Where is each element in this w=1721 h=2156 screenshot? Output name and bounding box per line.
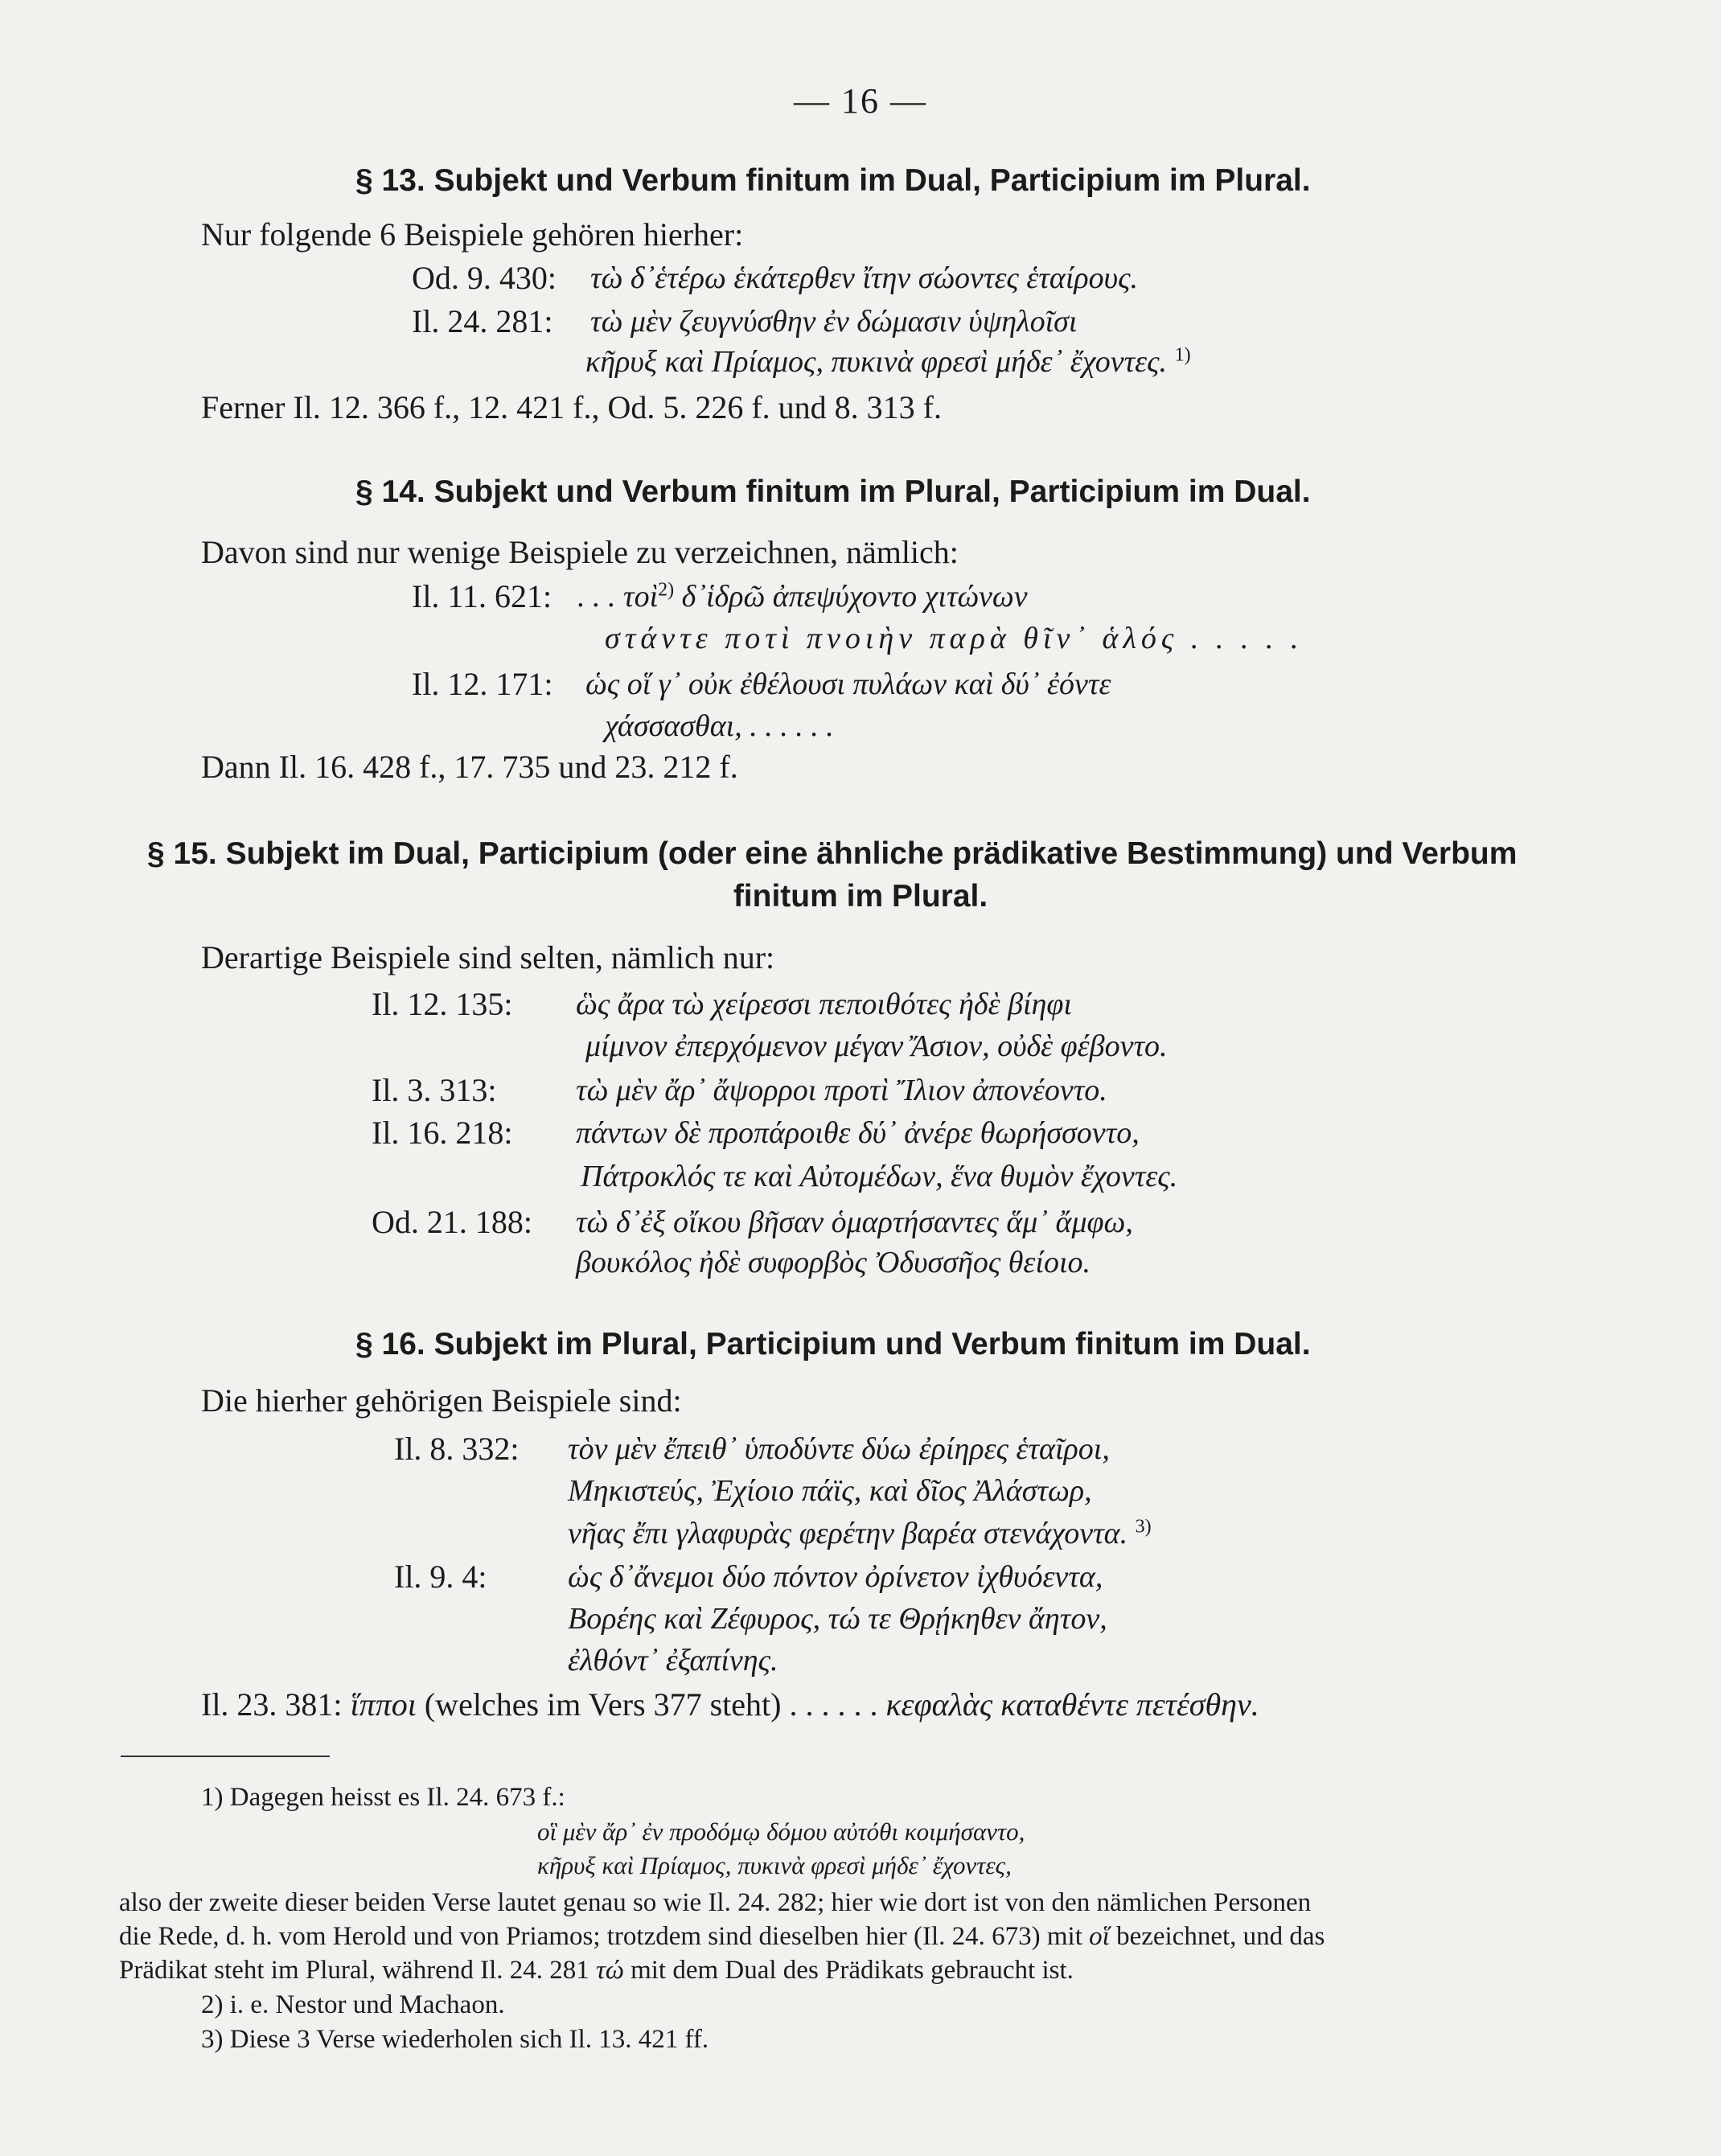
section-15-heading-line-2: finitum im Plural.	[733, 879, 988, 914]
greek-word: ἵπποι	[350, 1686, 417, 1723]
footnote-1-greek-2: κῆρυξ καὶ Πρίαμος, πυκινὰ φρεσὶ μήδε᾽ ἔχοντες,	[537, 1851, 1012, 1879]
text-part: mit dem Dual des Prädikats gebraucht ist.	[630, 1956, 1074, 1985]
s16-example-3-note: (welches im Vers 377 steht) . . . . . .	[424, 1686, 878, 1723]
section-16-intro: Die hierher gehörigen Beispiele sind:	[201, 1382, 682, 1419]
section-16-heading: § 16. Subjekt im Plural, Participium und Verbum finitum im Dual.	[355, 1327, 1311, 1361]
s16-example-1-greek-cont-2	[568, 1516, 1152, 1551]
footnote-rule	[121, 1756, 330, 1757]
s16-example-3	[201, 1686, 1259, 1723]
s13-example-2-greek-cont	[585, 344, 1191, 380]
s15-example-1-ref: Il. 12. 135:	[372, 986, 513, 1022]
footnote-1-intro: 1) Dagegen heisst es Il. 24. 673 f.:	[201, 1783, 565, 1812]
s15-example-1-greek: ὣς ἄρα τὼ χείρεσσι πεποιθότες ἠδὲ βίηφι	[576, 988, 1072, 1021]
text-part: die Rede, d. h. vom Herold und von Priamos; trotzdem sind dieselben hier (Il. 24. 673) mit	[119, 1922, 1082, 1951]
footnote-3: 3) Diese 3 Verse wiederholen sich Il. 13. 421 ff.	[201, 2025, 709, 2054]
s15-example-3-greek-cont: Πάτροκλός τε καὶ Αὐτομέδων, ἕνα θυμὸν ἔχοντες.	[581, 1160, 1178, 1193]
s16-example-2-greek-cont-1: Βορέης καὶ Ζέφυρος, τώ τε Θρῄκηθεν ἄητον,	[568, 1602, 1107, 1636]
section-13-heading: § 13. Subjekt und Verbum finitum im Dual, Participium im Plural.	[355, 163, 1311, 198]
section-15-intro: Derartige Beispiele sind selten, nämlich nur:	[201, 939, 775, 975]
section-14-heading: § 14. Subjekt und Verbum finitum im Plural, Participium im Dual.	[355, 474, 1311, 509]
footnote-1-text-3	[119, 1956, 1074, 1986]
greek-verse: νῆας ἔπι γλαφυρὰς φερέτην βαρέα στενάχοντα.	[568, 1517, 1128, 1550]
s16-example-2-greek: ὡς δ᾽ἄνεμοι δύο πόντον ὀρίνετον ἰχθυόεντα,	[568, 1560, 1103, 1594]
s16-example-2-greek-cont-2: ἐλθόντ᾽ ἐξαπίνης.	[568, 1644, 778, 1678]
s15-example-4-greek-cont: βουκόλος ἠδὲ συφορβὸς Ὀδυσσῆος θείοιο.	[576, 1246, 1091, 1279]
text-part: Prädikat steht im Plural, während Il. 24. 281	[119, 1956, 589, 1985]
footnote-ref-1: 1)	[1174, 344, 1191, 366]
s16-example-1-ref: Il. 8. 332:	[394, 1431, 520, 1467]
s15-example-1-greek-cont: μίμνον ἐπερχόμενον μέγαν Ἄσιον, οὐδὲ φέβοντο.	[585, 1029, 1168, 1063]
s15-example-2-ref: Il. 3. 313:	[372, 1072, 497, 1108]
s13-example-1-ref: Od. 9. 430:	[412, 260, 557, 296]
s14-example-2-greek-cont: χάσσασθαι, . . . . . .	[605, 709, 834, 743]
s13-example-1-greek: τὼ δ᾽ἑτέρω ἑκάτερθεν ἴτην σώοντες ἑταίρους.	[590, 261, 1139, 295]
greek-word: οἵ	[1089, 1922, 1110, 1951]
s16-example-3-ref: Il. 23. 381:	[201, 1686, 343, 1723]
footnote-2: 2) i. e. Nestor und Machaon.	[201, 1990, 505, 2019]
s14-example-1-greek-cont: στάντε ποτὶ πνοιὴν παρὰ θῖν᾽ ἁλός . . . . .	[605, 622, 1304, 655]
greek-word: τώ	[596, 1956, 624, 1985]
s14-example-2-greek: ὡς οἵ γ᾽ οὐκ ἐθέλουσι πυλάων καὶ δύ᾽ ἐόντε	[585, 667, 1111, 701]
greek-verse: κεφαλὰς καταθέντε πετέσθην.	[885, 1686, 1259, 1723]
footnote-1-greek-1: οἳ μὲν ἄρ᾽ ἐν προδόμῳ δόμου αὐτόθι κοιμήσαντο,	[537, 1817, 1025, 1846]
page-number: — 16 —	[794, 81, 927, 121]
s16-example-2-ref: Il. 9. 4:	[394, 1558, 487, 1595]
s14-example-2-ref: Il. 12. 171:	[412, 666, 553, 702]
footnote-ref-2: 2)	[658, 579, 675, 601]
s13-example-2-ref: Il. 24. 281:	[412, 303, 553, 339]
greek-verse-b: δ᾽ἱδρῶ ἀπεψύχοντο χιτώνων	[681, 580, 1028, 614]
s14-example-1-greek	[577, 579, 1028, 614]
footnote-ref-3: 3)	[1135, 1516, 1152, 1538]
text-part: bezeichnet, und das	[1116, 1922, 1325, 1951]
s13-example-2-greek: τὼ μὲν ζευγνύσθην ἐν δώμασιν ὑψηλοῖσι	[590, 305, 1078, 339]
footnote-1-text-1: also der zweite dieser beiden Verse lautet genau so wie Il. 24. 282; hier wie dort ist von den nämlichen Personen	[119, 1888, 1312, 1917]
s15-example-4-greek: τὼ δ᾽ἐξ οἴκου βῆσαν ὁμαρτήσαντες ἅμ᾽ ἄμφω,	[576, 1205, 1133, 1239]
s15-example-2-greek: τὼ μὲν ἄρ᾽ ἄψορροι προτὶ Ἴλιον ἀπονέοντο.	[576, 1074, 1107, 1107]
greek-verse: κῆρυξ καὶ Πρίαμος, πυκινὰ φρεσὶ μήδε᾽ ἔχοντες.	[585, 345, 1168, 379]
s15-example-3-greek: πάντων δὲ προπάροιθε δύ᾽ ἀνέρε θωρήσσοντο,	[576, 1116, 1140, 1150]
footnote-1-text-2	[119, 1922, 1325, 1952]
s14-example-1-ref: Il. 11. 621:	[412, 578, 552, 614]
s16-example-1-greek-cont-1: Μηκιστεύς, Ἐχίοιο πάϊς, καὶ δῖος Ἀλάστωρ,	[568, 1474, 1092, 1508]
section-15-heading-line-1: § 15. Subjekt im Dual, Participium (oder eine ähnliche prädikative Bestimmung) und Verbum	[147, 836, 1518, 871]
section-14-further: Dann Il. 16. 428 f., 17. 735 und 23. 212 f.	[201, 749, 738, 785]
s15-example-3-ref: Il. 16. 218:	[372, 1115, 513, 1151]
section-13-further: Ferner Il. 12. 366 f., 12. 421 f., Od. 5. 226 f. und 8. 313 f.	[201, 389, 942, 425]
s16-example-1-greek: τὸν μὲν ἔπειθ᾽ ὑποδύντε δύω ἐρίηρες ἑταῖροι,	[568, 1432, 1110, 1466]
greek-verse-a: . . . τοὶ	[577, 580, 659, 614]
s15-example-4-ref: Od. 21. 188:	[372, 1204, 532, 1240]
section-13-intro: Nur folgende 6 Beispiele gehören hierher:	[201, 216, 744, 253]
section-14-intro: Davon sind nur wenige Beispiele zu verzeichnen, nämlich:	[201, 534, 959, 570]
